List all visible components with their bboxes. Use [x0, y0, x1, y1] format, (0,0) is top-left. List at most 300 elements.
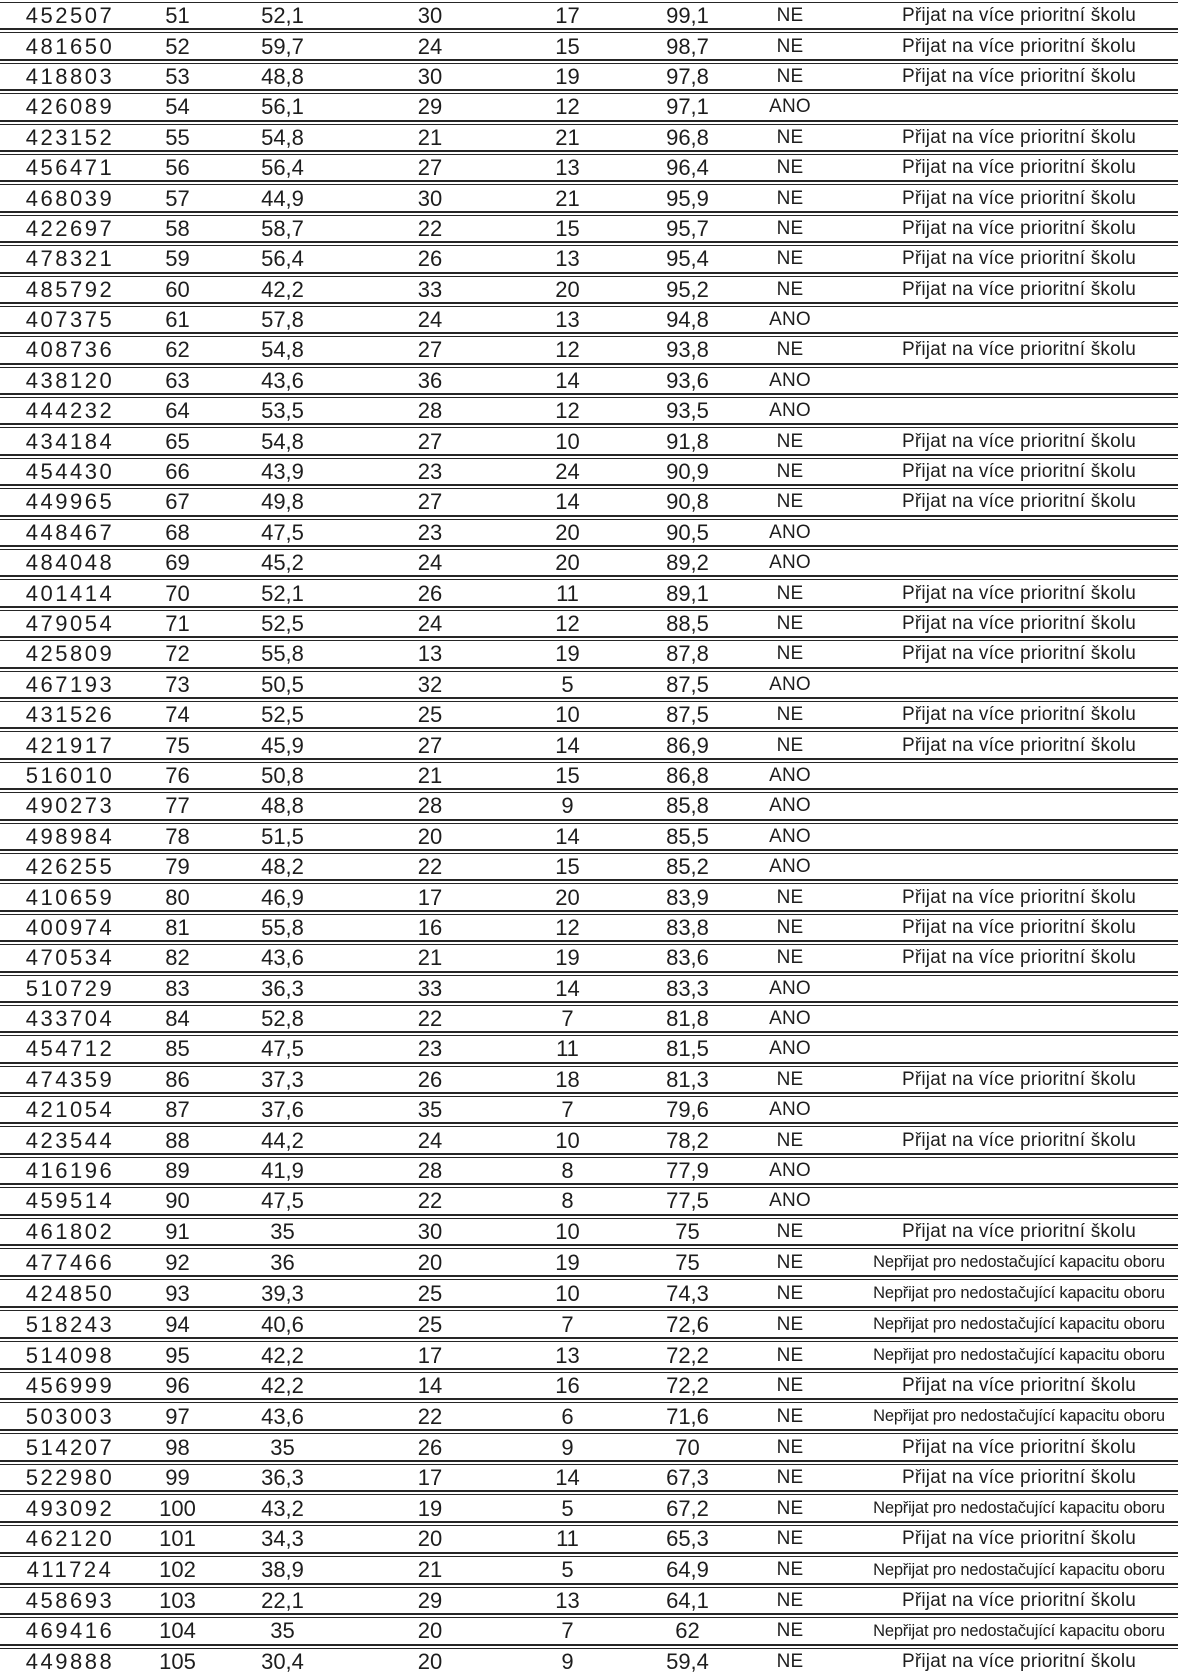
cell-rank: 98: [140, 1433, 215, 1461]
cell-test-score: 56,4: [215, 245, 350, 273]
cell-total-points: 64,1: [625, 1587, 750, 1615]
cell-test-score: 39,3: [215, 1279, 350, 1308]
cell-rank: 81: [140, 914, 215, 942]
cell-test-score: 43,9: [215, 458, 350, 486]
cell-points-b: 15: [510, 853, 625, 881]
cell-result-note: [830, 762, 1178, 790]
result-note-text: Nepřijat pro nedostačující kapacitu oboru: [873, 1407, 1165, 1426]
result-note-text: Přijat na více prioritní školu: [901, 187, 1137, 209]
cell-points-b: 7: [510, 1096, 625, 1124]
cell-admitted-flag: NE: [750, 1525, 830, 1553]
result-note-text: Přijat na více prioritní školu: [901, 704, 1137, 726]
cell-points-b: 9: [510, 1648, 625, 1674]
cell-test-score: 55,8: [215, 640, 350, 668]
cell-points-a: 20: [350, 1648, 510, 1674]
cell-admitted-flag: NE: [750, 640, 830, 668]
table-row: [0, 792, 1178, 820]
cell-admitted-flag: ANO: [750, 549, 830, 577]
result-note-text: Přijat na více prioritní školu: [901, 126, 1137, 148]
result-note-text: Přijat na více prioritní školu: [901, 461, 1137, 483]
table-row: [0, 762, 1178, 790]
table-row: [0, 1310, 1178, 1339]
cell-points-b: 12: [510, 93, 625, 121]
cell-points-b: 12: [510, 336, 625, 364]
table-row: [0, 1096, 1178, 1124]
result-note-text: Přijat na více prioritní školu: [901, 916, 1137, 938]
table-row: [0, 1005, 1178, 1033]
cell-total-points: 71,6: [625, 1402, 750, 1431]
cell-rank: 67: [140, 488, 215, 516]
result-note-text: Přijat na více prioritní školu: [901, 157, 1137, 179]
cell-test-score: 34,3: [215, 1525, 350, 1553]
cell-applicant-id: 454430: [0, 458, 140, 486]
cell-points-b: 10: [510, 427, 625, 455]
cell-points-b: 13: [510, 245, 625, 273]
cell-points-b: 5: [510, 671, 625, 699]
cell-admitted-flag: NE: [750, 1066, 830, 1094]
cell-points-a: 29: [350, 1587, 510, 1615]
cell-applicant-id: 456999: [0, 1372, 140, 1400]
cell-admitted-flag: NE: [750, 458, 830, 486]
cell-points-b: 7: [510, 1310, 625, 1339]
cell-result-note: [830, 245, 1178, 273]
cell-test-score: 52,1: [215, 2, 350, 30]
cell-result-note: [830, 1187, 1178, 1215]
cell-admitted-flag: ANO: [750, 1157, 830, 1185]
cell-applicant-id: 431526: [0, 701, 140, 729]
cell-test-score: 43,2: [215, 1494, 350, 1523]
cell-applicant-id: 477466: [0, 1248, 140, 1277]
cell-result-note: [830, 731, 1178, 759]
cell-test-score: 45,9: [215, 731, 350, 759]
cell-test-score: 35: [215, 1433, 350, 1461]
cell-total-points: 97,1: [625, 93, 750, 121]
cell-admitted-flag: NE: [750, 944, 830, 972]
cell-test-score: 58,7: [215, 215, 350, 243]
cell-test-score: 46,9: [215, 883, 350, 911]
table-row: [0, 336, 1178, 364]
cell-rank: 94: [140, 1310, 215, 1339]
cell-points-a: 23: [350, 1035, 510, 1063]
table-row: [0, 883, 1178, 911]
table-row: [0, 306, 1178, 334]
cell-rank: 99: [140, 1464, 215, 1492]
cell-result-note: [830, 1248, 1178, 1277]
cell-admitted-flag: ANO: [750, 762, 830, 790]
result-note-text: Přijat na více prioritní školu: [901, 35, 1137, 57]
cell-test-score: 40,6: [215, 1310, 350, 1339]
cell-points-a: 24: [350, 610, 510, 638]
cell-admitted-flag: ANO: [750, 1096, 830, 1124]
table-row: [0, 367, 1178, 395]
result-note-text: Přijat na více prioritní školu: [901, 430, 1137, 452]
cell-rank: 91: [140, 1218, 215, 1246]
table-row: [0, 1617, 1178, 1646]
cell-points-a: 27: [350, 731, 510, 759]
cell-points-a: 26: [350, 579, 510, 607]
cell-points-a: 19: [350, 1494, 510, 1523]
cell-result-note: [830, 124, 1178, 152]
result-note-text: Přijat na více prioritní školu: [901, 1651, 1137, 1673]
cell-points-a: 26: [350, 1066, 510, 1094]
cell-rank: 101: [140, 1525, 215, 1553]
cell-total-points: 67,2: [625, 1494, 750, 1523]
cell-admitted-flag: NE: [750, 1617, 830, 1646]
cell-points-a: 23: [350, 519, 510, 547]
cell-points-b: 10: [510, 1218, 625, 1246]
cell-rank: 70: [140, 579, 215, 607]
cell-rank: 79: [140, 853, 215, 881]
cell-points-b: 21: [510, 124, 625, 152]
result-note-text: Nepřijat pro nedostačující kapacitu oboru: [873, 1621, 1165, 1640]
cell-points-b: 14: [510, 731, 625, 759]
cell-test-score: 54,8: [215, 124, 350, 152]
cell-rank: 88: [140, 1126, 215, 1154]
cell-result-note: [830, 2, 1178, 30]
cell-points-b: 9: [510, 1433, 625, 1461]
cell-points-a: 33: [350, 276, 510, 304]
cell-rank: 66: [140, 458, 215, 486]
cell-test-score: 52,8: [215, 1005, 350, 1033]
table-row: [0, 1035, 1178, 1063]
cell-applicant-id: 444232: [0, 397, 140, 425]
cell-applicant-id: 449965: [0, 488, 140, 516]
cell-points-a: 28: [350, 792, 510, 820]
table-row: [0, 519, 1178, 547]
cell-admitted-flag: NE: [750, 1464, 830, 1492]
cell-total-points: 81,3: [625, 1066, 750, 1094]
cell-admitted-flag: NE: [750, 184, 830, 212]
cell-result-note: [830, 944, 1178, 972]
cell-rank: 80: [140, 883, 215, 911]
cell-rank: 74: [140, 701, 215, 729]
cell-result-note: [830, 610, 1178, 638]
cell-total-points: 64,9: [625, 1556, 750, 1585]
cell-admitted-flag: NE: [750, 1648, 830, 1674]
cell-result-note: [830, 1556, 1178, 1585]
cell-admitted-flag: ANO: [750, 93, 830, 121]
cell-result-note: [830, 1157, 1178, 1185]
cell-rank: 56: [140, 154, 215, 182]
cell-applicant-id: 485792: [0, 276, 140, 304]
cell-applicant-id: 423152: [0, 124, 140, 152]
cell-result-note: [830, 1035, 1178, 1063]
cell-result-note: [830, 1096, 1178, 1124]
cell-rank: 93: [140, 1279, 215, 1308]
cell-total-points: 59,4: [625, 1648, 750, 1674]
cell-admitted-flag: NE: [750, 1126, 830, 1154]
cell-rank: 92: [140, 1248, 215, 1277]
cell-total-points: 72,6: [625, 1310, 750, 1339]
cell-points-b: 19: [510, 640, 625, 668]
cell-admitted-flag: NE: [750, 154, 830, 182]
cell-result-note: [830, 1341, 1178, 1370]
cell-points-b: 8: [510, 1187, 625, 1215]
cell-total-points: 98,7: [625, 32, 750, 60]
table-row: [0, 458, 1178, 486]
cell-points-b: 14: [510, 1464, 625, 1492]
cell-points-b: 14: [510, 823, 625, 851]
cell-test-score: 49,8: [215, 488, 350, 516]
result-note-text: Přijat na více prioritní školu: [901, 582, 1137, 604]
cell-applicant-id: 418803: [0, 63, 140, 91]
cell-result-note: [830, 671, 1178, 699]
cell-test-score: 50,8: [215, 762, 350, 790]
result-note-text: Přijat na více prioritní školu: [901, 1436, 1137, 1458]
cell-applicant-id: 422697: [0, 215, 140, 243]
cell-points-b: 10: [510, 1126, 625, 1154]
cell-points-a: 25: [350, 1310, 510, 1339]
cell-points-a: 14: [350, 1372, 510, 1400]
cell-test-score: 44,2: [215, 1126, 350, 1154]
cell-admitted-flag: NE: [750, 1279, 830, 1308]
table-row: [0, 1556, 1178, 1585]
cell-points-b: 14: [510, 975, 625, 1003]
cell-points-b: 14: [510, 367, 625, 395]
table-row: [0, 1648, 1178, 1674]
cell-admitted-flag: NE: [750, 1372, 830, 1400]
cell-admitted-flag: NE: [750, 579, 830, 607]
cell-result-note: [830, 792, 1178, 820]
cell-points-b: 7: [510, 1005, 625, 1033]
cell-applicant-id: 426255: [0, 853, 140, 881]
cell-points-b: 13: [510, 306, 625, 334]
cell-total-points: 81,8: [625, 1005, 750, 1033]
cell-points-b: 15: [510, 32, 625, 60]
table-row: [0, 276, 1178, 304]
table-row: [0, 1494, 1178, 1523]
cell-rank: 77: [140, 792, 215, 820]
cell-points-a: 33: [350, 975, 510, 1003]
cell-points-a: 32: [350, 671, 510, 699]
cell-points-b: 17: [510, 2, 625, 30]
cell-result-note: [830, 1279, 1178, 1308]
result-note-text: Nepřijat pro nedostačující kapacitu oboru: [873, 1560, 1165, 1579]
cell-points-a: 20: [350, 823, 510, 851]
cell-applicant-id: 454712: [0, 1035, 140, 1063]
cell-applicant-id: 425809: [0, 640, 140, 668]
cell-applicant-id: 421054: [0, 1096, 140, 1124]
cell-applicant-id: 467193: [0, 671, 140, 699]
cell-points-b: 15: [510, 215, 625, 243]
cell-points-a: 30: [350, 184, 510, 212]
cell-result-note: [830, 306, 1178, 334]
cell-rank: 90: [140, 1187, 215, 1215]
cell-applicant-id: 456471: [0, 154, 140, 182]
cell-test-score: 47,5: [215, 1035, 350, 1063]
cell-total-points: 83,8: [625, 914, 750, 942]
result-note-text: Nepřijat pro nedostačující kapacitu oboru: [873, 1315, 1165, 1334]
cell-total-points: 79,6: [625, 1096, 750, 1124]
cell-total-points: 93,8: [625, 336, 750, 364]
cell-points-b: 19: [510, 1248, 625, 1277]
cell-points-a: 26: [350, 245, 510, 273]
cell-result-note: [830, 1464, 1178, 1492]
cell-points-a: 24: [350, 549, 510, 577]
cell-points-b: 13: [510, 1341, 625, 1370]
cell-points-a: 21: [350, 124, 510, 152]
cell-total-points: 85,5: [625, 823, 750, 851]
cell-total-points: 83,9: [625, 883, 750, 911]
cell-total-points: 90,5: [625, 519, 750, 547]
result-note-text: Nepřijat pro nedostačující kapacitu oboru: [873, 1346, 1165, 1365]
cell-points-b: 11: [510, 1035, 625, 1063]
cell-applicant-id: 400974: [0, 914, 140, 942]
cell-rank: 82: [140, 944, 215, 972]
cell-result-note: [830, 1066, 1178, 1094]
table-row: [0, 124, 1178, 152]
table-row: [0, 1248, 1178, 1277]
cell-total-points: 96,8: [625, 124, 750, 152]
table-row: [0, 944, 1178, 972]
cell-test-score: 59,7: [215, 32, 350, 60]
result-note-text: Nepřijat pro nedostačující kapacitu oboru: [873, 1253, 1165, 1272]
cell-total-points: 77,5: [625, 1187, 750, 1215]
cell-result-note: [830, 549, 1178, 577]
cell-points-a: 28: [350, 397, 510, 425]
cell-test-score: 36,3: [215, 1464, 350, 1492]
cell-test-score: 41,9: [215, 1157, 350, 1185]
cell-applicant-id: 474359: [0, 1066, 140, 1094]
result-note-text: Přijat na více prioritní školu: [901, 1068, 1137, 1090]
cell-points-a: 28: [350, 1157, 510, 1185]
cell-admitted-flag: NE: [750, 1218, 830, 1246]
cell-admitted-flag: ANO: [750, 519, 830, 547]
cell-applicant-id: 478321: [0, 245, 140, 273]
cell-admitted-flag: NE: [750, 2, 830, 30]
cell-total-points: 95,4: [625, 245, 750, 273]
table-row: [0, 2, 1178, 30]
table-row: [0, 975, 1178, 1003]
cell-total-points: 89,1: [625, 579, 750, 607]
result-note-text: Přijat na více prioritní školu: [901, 248, 1137, 270]
cell-admitted-flag: NE: [750, 1310, 830, 1339]
cell-rank: 65: [140, 427, 215, 455]
cell-test-score: 48,8: [215, 63, 350, 91]
cell-points-a: 30: [350, 1218, 510, 1246]
cell-points-a: 23: [350, 458, 510, 486]
cell-test-score: 30,4: [215, 1648, 350, 1674]
cell-result-note: [830, 1648, 1178, 1674]
cell-points-a: 22: [350, 215, 510, 243]
result-note-text: Přijat na více prioritní školu: [901, 491, 1137, 513]
cell-total-points: 86,9: [625, 731, 750, 759]
cell-test-score: 42,2: [215, 1372, 350, 1400]
cell-applicant-id: 407375: [0, 306, 140, 334]
cell-admitted-flag: ANO: [750, 823, 830, 851]
cell-result-note: [830, 488, 1178, 516]
table-row: [0, 1464, 1178, 1492]
cell-rank: 104: [140, 1617, 215, 1646]
cell-result-note: [830, 1494, 1178, 1523]
cell-test-score: 35: [215, 1218, 350, 1246]
cell-applicant-id: 490273: [0, 792, 140, 820]
cell-total-points: 75: [625, 1218, 750, 1246]
cell-rank: 75: [140, 731, 215, 759]
cell-applicant-id: 401414: [0, 579, 140, 607]
cell-rank: 96: [140, 1372, 215, 1400]
cell-points-b: 16: [510, 1372, 625, 1400]
cell-applicant-id: 479054: [0, 610, 140, 638]
cell-admitted-flag: NE: [750, 731, 830, 759]
cell-rank: 63: [140, 367, 215, 395]
table-row: [0, 1433, 1178, 1461]
cell-test-score: 38,9: [215, 1556, 350, 1585]
cell-test-score: 37,6: [215, 1096, 350, 1124]
cell-total-points: 97,8: [625, 63, 750, 91]
cell-rank: 83: [140, 975, 215, 1003]
cell-total-points: 83,6: [625, 944, 750, 972]
cell-total-points: 95,9: [625, 184, 750, 212]
table-row: [0, 1126, 1178, 1154]
cell-total-points: 95,7: [625, 215, 750, 243]
table-row: [0, 1187, 1178, 1215]
cell-admitted-flag: ANO: [750, 792, 830, 820]
cell-rank: 60: [140, 276, 215, 304]
cell-points-a: 17: [350, 883, 510, 911]
cell-points-b: 13: [510, 154, 625, 182]
cell-test-score: 35: [215, 1617, 350, 1646]
cell-points-a: 20: [350, 1248, 510, 1277]
table-row: [0, 640, 1178, 668]
cell-total-points: 94,8: [625, 306, 750, 334]
cell-points-a: 36: [350, 367, 510, 395]
table-row: [0, 1341, 1178, 1370]
cell-applicant-id: 452507: [0, 2, 140, 30]
cell-test-score: 47,5: [215, 519, 350, 547]
cell-points-a: 30: [350, 2, 510, 30]
cell-applicant-id: 416196: [0, 1157, 140, 1185]
cell-rank: 62: [140, 336, 215, 364]
cell-applicant-id: 408736: [0, 336, 140, 364]
cell-applicant-id: 424850: [0, 1279, 140, 1308]
cell-applicant-id: 459514: [0, 1187, 140, 1215]
cell-points-a: 30: [350, 63, 510, 91]
cell-rank: 59: [140, 245, 215, 273]
cell-points-a: 20: [350, 1525, 510, 1553]
cell-points-a: 22: [350, 1402, 510, 1431]
cell-test-score: 44,9: [215, 184, 350, 212]
cell-total-points: 99,1: [625, 2, 750, 30]
cell-admitted-flag: NE: [750, 1248, 830, 1277]
cell-admitted-flag: ANO: [750, 397, 830, 425]
cell-admitted-flag: NE: [750, 63, 830, 91]
cell-total-points: 95,2: [625, 276, 750, 304]
cell-applicant-id: 493092: [0, 1494, 140, 1523]
result-note-text: Přijat na více prioritní školu: [901, 217, 1137, 239]
result-note-text: Přijat na více prioritní školu: [901, 947, 1137, 969]
cell-total-points: 87,5: [625, 671, 750, 699]
cell-points-a: 20: [350, 1617, 510, 1646]
cell-applicant-id: 426089: [0, 93, 140, 121]
cell-rank: 52: [140, 32, 215, 60]
cell-points-b: 5: [510, 1556, 625, 1585]
table-row: [0, 914, 1178, 942]
cell-total-points: 85,8: [625, 792, 750, 820]
cell-rank: 51: [140, 2, 215, 30]
cell-applicant-id: 433704: [0, 1005, 140, 1033]
result-note-text: Přijat na více prioritní školu: [901, 65, 1137, 87]
cell-applicant-id: 469416: [0, 1617, 140, 1646]
cell-test-score: 43,6: [215, 944, 350, 972]
cell-applicant-id: 518243: [0, 1310, 140, 1339]
cell-points-a: 27: [350, 336, 510, 364]
cell-result-note: [830, 276, 1178, 304]
cell-test-score: 45,2: [215, 549, 350, 577]
cell-points-b: 12: [510, 610, 625, 638]
cell-test-score: 53,5: [215, 397, 350, 425]
cell-result-note: [830, 93, 1178, 121]
